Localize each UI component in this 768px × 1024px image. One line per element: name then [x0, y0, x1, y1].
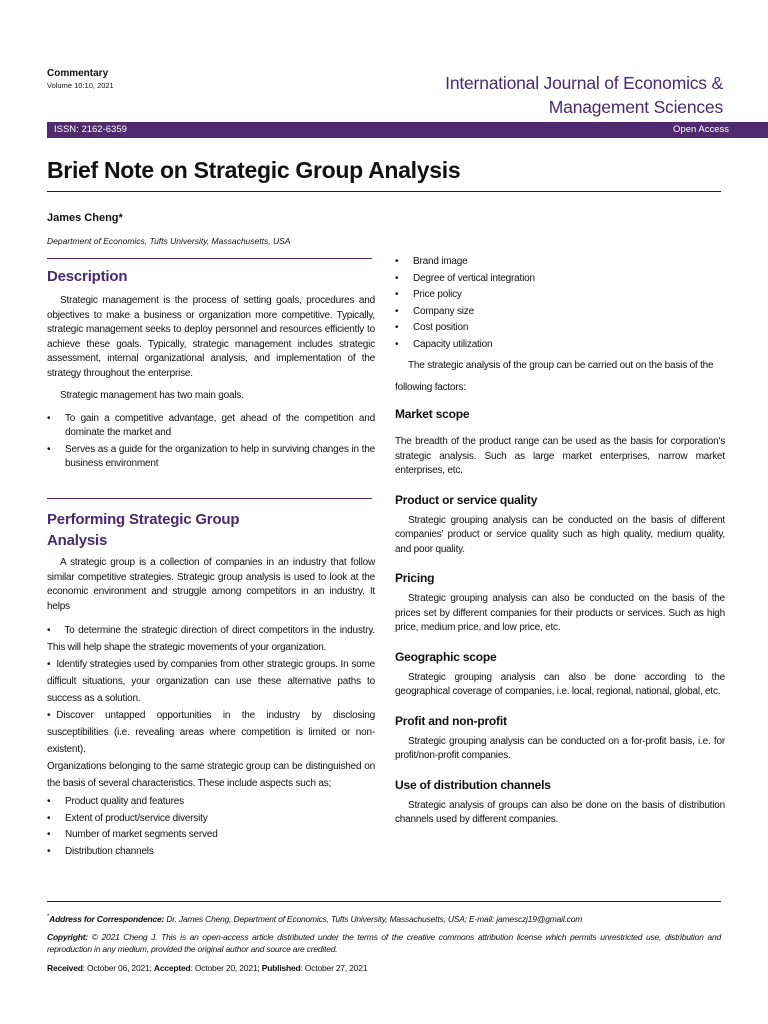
published-date: : October 27, 2021 — [300, 963, 368, 973]
performing-heading-line2: Analysis — [47, 532, 108, 549]
list-item: • Serves as a guide for the organization to help in surviving changes in the business environment — [47, 443, 375, 469]
list-item: • To determine the strategic direction of direct competitors in the industry. This will help shape the strategic movements of your organization. — [47, 625, 375, 653]
factor-heading-market-scope: Market scope — [395, 407, 470, 421]
description-rule — [47, 258, 372, 259]
performing-heading-line1: Performing Strategic Group — [47, 511, 240, 528]
accepted-label: Accepted — [153, 963, 191, 973]
corr-text: Dr. James Cheng, Department of Economics, Tufts University, Massachusetts, USA; E-mail: jamesczj19@gmail.com — [166, 913, 583, 924]
copyright-text: © 2021 Cheng J. This is an open-access article distributed under the terms of the creative commons attribution license which permits unrestricted use, distribution and reproduction in any medium, provided the original author and source are credited. — [47, 932, 721, 954]
factor-text-geographic: Strategic grouping analysis can also be done according to the geographical coverage of companies, i.e. local, regional, national, global, etc. — [395, 671, 725, 697]
list-item: • Degree of vertical integration — [395, 272, 535, 284]
factor-text-pricing: Strategic grouping analysis can also be conducted on the basis of the prices set by different companies for their products or services. Such as high price, medium price, and low price, etc. — [395, 593, 725, 633]
volume-info: Volume 10:10, 2021 — [47, 81, 114, 90]
journal-title-line1: International Journal of Economics & — [445, 73, 723, 93]
factor-heading-pricing: Pricing — [395, 571, 435, 585]
performing-body — [47, 556, 375, 860]
list-item: • Cost position — [395, 322, 469, 333]
aspects-list-right — [395, 254, 725, 353]
article-type: Commentary — [47, 68, 109, 79]
factor-text-quality: Strategic grouping analysis can be conducted on the basis of different companies' product or service quality such as high quality, medium quality, and poor quality. — [395, 514, 725, 555]
issn: ISSN: 2162-6359 — [54, 124, 127, 135]
list-item: • Identify strategies used by companies from other strategic groups. In some difficult situations, your organization can use these alternative paths to success as a solution. — [47, 659, 375, 704]
received-label: Received — [47, 963, 83, 973]
accepted-date: : October 20, 2021; — [190, 963, 260, 973]
performing-paragraph-1: A strategic group is a collection of companies in an industry that follow similar competitive strategies. Strategic group analysis is used to look at the economic environment and struggle among competitors in an industry. It helps — [47, 557, 375, 612]
aspects-list-left — [47, 794, 375, 860]
performing-rule — [47, 498, 372, 499]
author-name: James Cheng* — [47, 212, 123, 224]
description-paragraph-2: Strategic management has two main goals. — [60, 390, 244, 401]
performing-paragraph-2: Organizations belonging to the same strategic group can be distinguished on the basis of several characteristics. These include aspects such as; — [47, 761, 375, 789]
corr-label: Address for Correspondence: — [49, 913, 165, 924]
list-item: • Company size — [395, 305, 474, 317]
footer-divider — [47, 901, 721, 902]
received-date: : October 06, 2021; — [82, 963, 152, 973]
goals-list — [47, 412, 375, 472]
factor-heading-distribution: Use of distribution channels — [395, 777, 551, 792]
right-column — [395, 254, 725, 828]
header-bar — [47, 122, 768, 138]
article-title: Brief Note on Strategic Group Analysis — [47, 157, 461, 183]
factor-text-distribution: Strategic analysis of groups can also be done on the basis of distribution channels used by different companies. — [395, 799, 725, 825]
list-item: • Capacity utilization — [395, 338, 493, 350]
published-label: Published — [261, 963, 301, 973]
list-item: • Brand image — [395, 256, 468, 267]
factor-heading-geographic: Geographic scope — [395, 649, 497, 664]
open-access-label: Open Access — [673, 124, 729, 135]
description-heading: Description — [47, 268, 128, 285]
author-affiliation: Department of Economics, Tufts University, Massachusetts, USA — [47, 236, 291, 246]
list-item: • Extent of product/service diversity — [47, 812, 208, 824]
list-item: • Discover untapped opportunities in the industry by disclosing susceptibilities (i.e. revealing areas where competition is limited or non-existent). — [47, 710, 375, 755]
journal-title — [393, 71, 723, 119]
description-paragraph-1: Strategic management is the process of setting goals, procedures and objectives to make a business or organization more competitive. Typically, strategic management seeks to deploy personnel and resources efficiently to achieve these goals. Typically, strategic management includes strategic assessment, internal organizational analysis, and implementation of the strategy throughout the enterprise. — [47, 295, 375, 379]
factor-text-market-scope: The breadth of the product range can be used as the basis for corporation's strategic analysis. Such as large market enterprises, narrow market enterprises, etc. — [395, 436, 725, 476]
correspondence — [47, 911, 721, 925]
list-item: • Product quality and features — [47, 796, 184, 807]
copyright-label: Copyright: — [47, 932, 88, 942]
performing-heading — [47, 509, 239, 551]
factor-heading-profit: Profit and non-profit — [395, 713, 507, 728]
copyright — [47, 931, 721, 955]
corr-mark: * — [47, 914, 50, 920]
title-divider — [47, 191, 721, 192]
helps-list — [47, 622, 375, 758]
list-item: • Distribution channels — [47, 845, 154, 857]
list-item: • Price policy — [395, 289, 462, 300]
list-item: • Number of market segments served — [47, 829, 218, 840]
factor-text-profit: Strategic grouping analysis can be conducted on a for-profit basis, i.e. for profit/non-profit companies. — [395, 735, 725, 761]
dates — [47, 962, 721, 974]
list-item: • To gain a competitive advantage, get ahead of the competition and dominate the market and — [47, 412, 375, 438]
factors-intro: The strategic analysis of the group can be carried out on the basis of the following factors: — [395, 360, 714, 393]
description-body — [47, 294, 375, 472]
factor-heading-quality: Product or service quality — [395, 492, 538, 507]
journal-title-line2: Management Sciences — [548, 97, 723, 117]
